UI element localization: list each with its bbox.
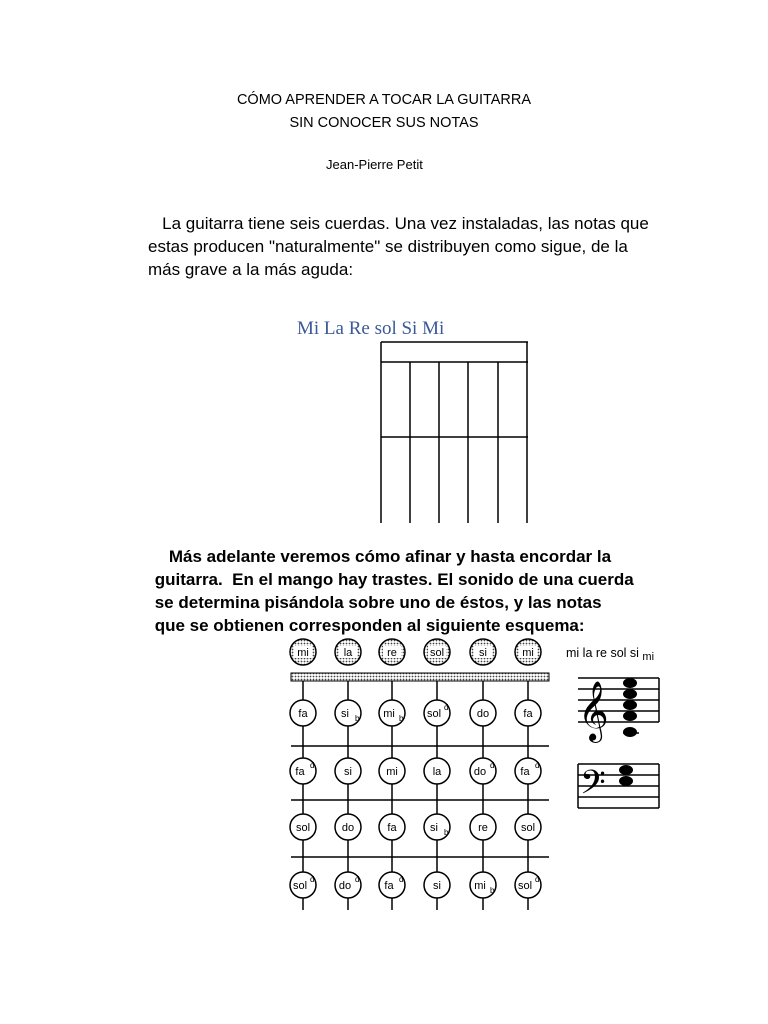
paragraph-1 — [148, 212, 649, 281]
fret-note — [335, 872, 361, 898]
note-label: mi — [386, 766, 398, 778]
fret-note — [515, 814, 541, 840]
note-label: do — [473, 766, 487, 778]
fret-note — [515, 758, 541, 784]
bass-clef-icon: 𝄢 — [580, 765, 606, 809]
fret-note — [379, 700, 405, 726]
fret-note — [515, 700, 541, 726]
open-string-note — [470, 639, 496, 665]
note-label: fa — [298, 708, 308, 720]
note-label: fa — [520, 766, 530, 778]
note-accidental: d — [535, 761, 540, 770]
open-string-note — [424, 639, 450, 665]
note-label: si — [479, 647, 487, 659]
note-label: do — [341, 822, 355, 834]
note-label: la — [432, 766, 442, 778]
fret-note — [470, 872, 496, 898]
note-label: mi — [297, 647, 309, 659]
note-label: mi — [522, 647, 534, 659]
fret-note — [424, 758, 450, 784]
open-string-note — [515, 639, 541, 665]
paragraph-1-line-2: estas producen "naturalmente" se distribuyen como sigue, de la — [148, 237, 628, 256]
note-accidental: d — [310, 761, 315, 770]
note-label: mi — [383, 708, 395, 720]
note-label: sol — [295, 822, 311, 834]
fret-note — [335, 758, 361, 784]
staff-notes-label — [566, 646, 655, 663]
note-label: re — [478, 822, 488, 834]
fret-note — [424, 814, 450, 840]
note-head — [619, 765, 633, 775]
note-accidental: b — [355, 714, 360, 723]
fret-note — [379, 872, 405, 898]
note-label: sol — [520, 822, 536, 834]
open-string-note — [379, 639, 405, 665]
note-head — [623, 689, 637, 699]
fret-note — [470, 814, 496, 840]
open-string-note — [290, 639, 316, 665]
fret-note — [379, 814, 405, 840]
document-title-line-2: SIN CONOCER SUS NOTAS — [289, 115, 479, 131]
string-notes-heading: Mi La Re sol Si Mi — [297, 318, 445, 339]
note-label: si — [430, 822, 438, 834]
fret-note — [379, 758, 405, 784]
staff-label-last: mi — [642, 651, 655, 663]
fretboard-note-diagram — [288, 636, 553, 912]
note-head — [623, 727, 637, 737]
note-accidental: d — [399, 875, 404, 884]
note-accidental: d — [444, 703, 449, 712]
fret-note — [470, 700, 496, 726]
fret-note — [515, 872, 541, 898]
fret-note — [424, 700, 450, 726]
note-label: sol — [429, 647, 445, 659]
note-head — [619, 776, 633, 786]
note-accidental: d — [355, 875, 360, 884]
note-label: mi — [474, 880, 486, 892]
treble-clef-icon: 𝄞 — [578, 682, 609, 740]
note-label: fa — [523, 708, 533, 720]
paragraph-2-line-4: que se obtienen corresponden al siguiente esquema: — [150, 616, 585, 635]
note-label: fa — [384, 880, 394, 892]
note-accidental: d — [535, 875, 540, 884]
fret-note — [290, 872, 316, 898]
note-label: fa — [387, 822, 397, 834]
note-label: si — [433, 880, 441, 892]
note-accidental: d — [310, 875, 315, 884]
paragraph-2-line-1: Más adelante veremos cómo afinar y hasta encordar la — [150, 547, 612, 566]
string-lines — [381, 342, 527, 523]
open-string-note — [335, 639, 361, 665]
music-staff-diagram — [568, 668, 663, 816]
note-label: la — [343, 647, 353, 659]
document-author: Jean-Pierre Petit — [326, 157, 423, 172]
fret-note — [290, 814, 316, 840]
note-head — [623, 700, 637, 710]
paragraph-2-line-3: se determina pisándola sobre uno de éstos, y las notas — [150, 593, 602, 612]
treble-note-heads — [623, 678, 637, 737]
note-accidental: b — [490, 886, 495, 895]
note-label: do — [338, 880, 352, 892]
fret-note — [424, 872, 450, 898]
note-label: si — [344, 766, 352, 778]
note-label: si — [341, 708, 349, 720]
note-label: sol — [426, 708, 442, 720]
note-accidental: b — [399, 714, 404, 723]
note-accidental: b — [444, 828, 449, 837]
note-label: re — [387, 647, 397, 659]
note-label: sol — [517, 880, 533, 892]
document-title-line-1: CÓMO APRENDER A TOCAR LA GUITARRA — [236, 92, 532, 108]
note-accidental: d — [490, 761, 495, 770]
guitar-neck-diagram — [378, 340, 530, 525]
staff-label-main: mi la re sol si — [566, 646, 643, 660]
fret-note — [335, 814, 361, 840]
fret-note — [290, 700, 316, 726]
note-label: sol — [292, 880, 308, 892]
paragraph-1-line-1: La guitarra tiene seis cuerdas. Una vez instaladas, las notas que — [148, 214, 649, 233]
note-label: fa — [295, 766, 305, 778]
fret-note — [290, 758, 316, 784]
fret-note — [335, 700, 361, 726]
paragraph-2 — [150, 545, 634, 637]
note-head — [623, 678, 637, 688]
paragraph-1-line-3: más grave a la más aguda: — [148, 260, 354, 279]
nut-bar — [291, 673, 549, 681]
note-label: do — [476, 708, 490, 720]
fret-note — [470, 758, 496, 784]
note-head — [623, 711, 637, 721]
paragraph-2-line-2: guitarra. En el mango hay trastes. El sonido de una cuerda — [150, 570, 634, 589]
